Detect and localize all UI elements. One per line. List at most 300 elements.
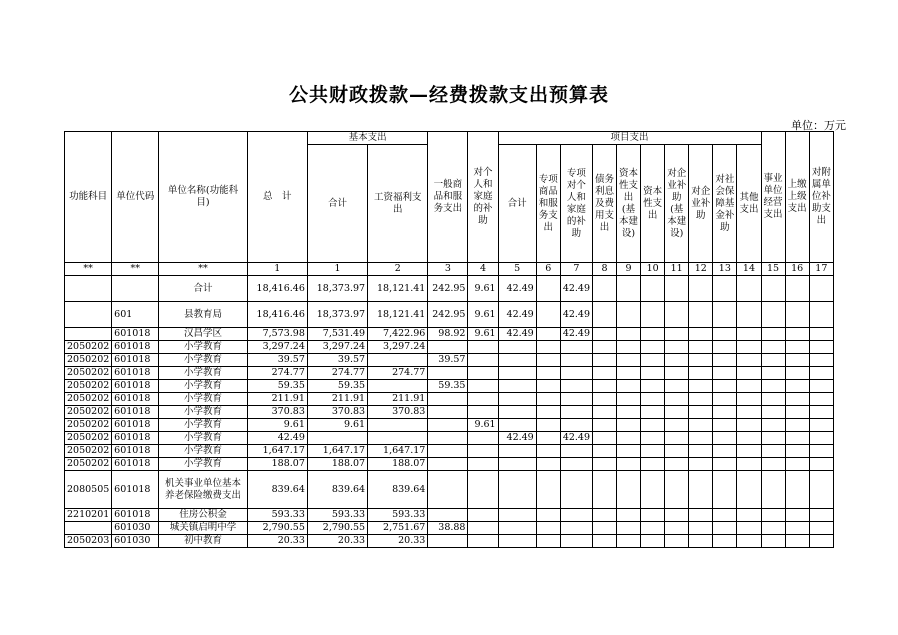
unit-code-cell: 601018 [112, 445, 159, 458]
empty-cell [665, 276, 689, 302]
budget-table [64, 131, 834, 548]
empty-cell [737, 393, 761, 406]
header-enterprise-basic: 对企业补助(基本建设) [665, 145, 689, 263]
empty-cell [592, 432, 616, 445]
table-row [65, 276, 834, 302]
empty-cell [737, 341, 761, 354]
unit-name-cell: 县教育局 [159, 302, 247, 328]
special-personal-cell [560, 354, 592, 367]
index-cell: 6 [536, 263, 560, 276]
empty-cell [713, 354, 737, 367]
unit-code-cell: 601018 [112, 419, 159, 432]
empty-cell [689, 458, 713, 471]
header-unit-name: 单位名称(功能科目) [159, 132, 247, 263]
personal-cell [468, 380, 498, 393]
empty-cell [641, 380, 665, 393]
empty-cell [617, 276, 641, 302]
empty-cell [592, 522, 616, 535]
empty-cell [761, 341, 785, 354]
empty-cell [617, 328, 641, 341]
empty-cell [641, 328, 665, 341]
total-cell: 370.83 [247, 406, 307, 419]
header-func-subject: 功能科目 [65, 132, 112, 263]
table-row [65, 419, 834, 432]
empty-cell [689, 419, 713, 432]
index-cell: 13 [713, 263, 737, 276]
empty-cell [689, 341, 713, 354]
basic-total-cell: 274.77 [307, 367, 367, 380]
special-personal-cell [560, 367, 592, 380]
empty-cell [641, 509, 665, 522]
personal-cell [468, 406, 498, 419]
project-total-cell: 42.49 [498, 328, 536, 341]
empty-cell [761, 445, 785, 458]
goods-cell [428, 471, 468, 509]
empty-cell [592, 328, 616, 341]
empty-cell [809, 509, 833, 522]
basic-total-cell: 20.33 [307, 535, 367, 548]
empty-cell [689, 509, 713, 522]
project-total-cell [498, 393, 536, 406]
empty-cell [785, 367, 809, 380]
empty-cell [592, 445, 616, 458]
header-enterprise: 对企业补助 [689, 145, 713, 263]
project-total-cell: 42.49 [498, 302, 536, 328]
goods-cell [428, 419, 468, 432]
func-subject-cell: 2050202 [65, 406, 112, 419]
empty-cell [785, 445, 809, 458]
total-cell: 1,647.17 [247, 445, 307, 458]
total-cell: 593.33 [247, 509, 307, 522]
empty-cell [665, 328, 689, 341]
project-total-cell: 42.49 [498, 276, 536, 302]
header-capital-basic: 资本性支出(基本建设) [617, 145, 641, 263]
unit-code-cell: 601 [112, 302, 159, 328]
special-goods-cell [536, 276, 560, 302]
basic-total-cell: 59.35 [307, 380, 367, 393]
header-total: 总 计 [247, 132, 307, 263]
personal-cell [468, 471, 498, 509]
unit-name-cell: 小学教育 [159, 445, 247, 458]
empty-cell [665, 509, 689, 522]
empty-cell [737, 535, 761, 548]
header-social-security: 对社会保障基金补助 [713, 145, 737, 263]
index-cell: ** [159, 263, 247, 276]
index-row [65, 263, 834, 276]
empty-cell [737, 328, 761, 341]
func-subject-cell: 2080505 [65, 471, 112, 509]
total-cell: 188.07 [247, 458, 307, 471]
empty-cell [737, 445, 761, 458]
empty-cell [809, 354, 833, 367]
empty-cell [713, 432, 737, 445]
index-cell: 1 [247, 263, 307, 276]
personal-cell [468, 432, 498, 445]
salary-cell: 593.33 [368, 509, 428, 522]
unit-code-cell: 601018 [112, 458, 159, 471]
empty-cell [761, 432, 785, 445]
basic-total-cell [307, 432, 367, 445]
special-goods-cell [536, 302, 560, 328]
empty-cell [617, 522, 641, 535]
unit-name-cell: 小学教育 [159, 367, 247, 380]
empty-cell [592, 393, 616, 406]
empty-cell [713, 380, 737, 393]
empty-cell [641, 354, 665, 367]
basic-total-cell: 2,790.55 [307, 522, 367, 535]
basic-total-cell: 593.33 [307, 509, 367, 522]
salary-cell: 1,647.17 [368, 445, 428, 458]
basic-total-cell: 370.83 [307, 406, 367, 419]
index-cell: 12 [689, 263, 713, 276]
empty-cell [737, 380, 761, 393]
unit-name-cell: 汉昌学区 [159, 328, 247, 341]
empty-cell [641, 393, 665, 406]
empty-cell [641, 341, 665, 354]
special-personal-cell [560, 471, 592, 509]
basic-total-cell: 839.64 [307, 471, 367, 509]
empty-cell [665, 471, 689, 509]
empty-cell [809, 458, 833, 471]
special-goods-cell [536, 380, 560, 393]
goods-cell: 242.95 [428, 302, 468, 328]
goods-cell [428, 432, 468, 445]
table-row [65, 432, 834, 445]
basic-total-cell: 9.61 [307, 419, 367, 432]
empty-cell [809, 406, 833, 419]
salary-cell [368, 432, 428, 445]
special-goods-cell [536, 445, 560, 458]
empty-cell [761, 406, 785, 419]
empty-cell [809, 535, 833, 548]
index-cell: 11 [665, 263, 689, 276]
empty-cell [592, 302, 616, 328]
empty-cell [665, 522, 689, 535]
empty-cell [761, 522, 785, 535]
unit-code-cell: 601018 [112, 380, 159, 393]
personal-cell [468, 458, 498, 471]
unit-code-cell: 601018 [112, 341, 159, 354]
total-cell: 20.33 [247, 535, 307, 548]
empty-cell [713, 445, 737, 458]
special-goods-cell [536, 328, 560, 341]
func-subject-cell [65, 276, 112, 302]
empty-cell [761, 354, 785, 367]
empty-cell [809, 445, 833, 458]
salary-cell: 3,297.24 [368, 341, 428, 354]
index-cell: ** [112, 263, 159, 276]
goods-cell [428, 535, 468, 548]
func-subject-cell [65, 302, 112, 328]
empty-cell [617, 393, 641, 406]
table-row [65, 341, 834, 354]
index-cell: 2 [368, 263, 428, 276]
goods-cell [428, 341, 468, 354]
empty-cell [689, 276, 713, 302]
empty-cell [617, 458, 641, 471]
unit-code-cell: 601018 [112, 406, 159, 419]
empty-cell [617, 419, 641, 432]
index-cell: 4 [468, 263, 498, 276]
empty-cell [689, 406, 713, 419]
empty-cell [737, 276, 761, 302]
basic-total-cell: 1,647.17 [307, 445, 367, 458]
empty-cell [713, 522, 737, 535]
unit-code-cell: 601018 [112, 432, 159, 445]
func-subject-cell: 2050202 [65, 445, 112, 458]
empty-cell [689, 445, 713, 458]
project-total-cell [498, 522, 536, 535]
empty-cell [665, 354, 689, 367]
func-subject-cell: 2050203 [65, 535, 112, 548]
func-subject-cell: 2050202 [65, 458, 112, 471]
table-row [65, 522, 834, 535]
goods-cell: 38.88 [428, 522, 468, 535]
empty-cell [617, 367, 641, 380]
empty-cell [665, 393, 689, 406]
header-general-goods: 一般商品和服务支出 [428, 132, 468, 263]
special-goods-cell [536, 419, 560, 432]
personal-cell [468, 522, 498, 535]
basic-total-cell: 211.91 [307, 393, 367, 406]
special-personal-cell: 42.49 [560, 276, 592, 302]
func-subject-cell [65, 328, 112, 341]
index-cell: ** [65, 263, 112, 276]
empty-cell [809, 432, 833, 445]
empty-cell [665, 432, 689, 445]
salary-cell: 211.91 [368, 393, 428, 406]
index-cell: 8 [592, 263, 616, 276]
empty-cell [665, 367, 689, 380]
personal-cell [468, 445, 498, 458]
special-personal-cell [560, 341, 592, 354]
total-cell: 42.49 [247, 432, 307, 445]
special-goods-cell [536, 458, 560, 471]
empty-cell [713, 406, 737, 419]
empty-cell [737, 471, 761, 509]
personal-cell [468, 341, 498, 354]
header-personal-family: 对个人和家庭的补助 [468, 132, 498, 263]
empty-cell [785, 458, 809, 471]
index-cell: 7 [560, 263, 592, 276]
func-subject-cell: 2050202 [65, 380, 112, 393]
empty-cell [689, 328, 713, 341]
special-personal-cell [560, 445, 592, 458]
empty-cell [785, 522, 809, 535]
empty-cell [713, 341, 737, 354]
empty-cell [761, 302, 785, 328]
basic-total-cell: 7,531.49 [307, 328, 367, 341]
empty-cell [737, 522, 761, 535]
header-business-op: 事业单位经营支出 [761, 132, 785, 263]
empty-cell [809, 367, 833, 380]
table-row [65, 471, 834, 509]
empty-cell [809, 328, 833, 341]
goods-cell [428, 393, 468, 406]
empty-cell [785, 302, 809, 328]
empty-cell [592, 354, 616, 367]
empty-cell [737, 354, 761, 367]
personal-cell [468, 367, 498, 380]
unit-name-cell: 小学教育 [159, 432, 247, 445]
empty-cell [809, 471, 833, 509]
empty-cell [713, 535, 737, 548]
empty-cell [665, 406, 689, 419]
empty-cell [761, 535, 785, 548]
project-total-cell [498, 535, 536, 548]
empty-cell [737, 419, 761, 432]
project-total-cell [498, 509, 536, 522]
project-total-cell [498, 380, 536, 393]
unit-name-cell: 初中教育 [159, 535, 247, 548]
special-goods-cell [536, 432, 560, 445]
header-special-goods: 专项商品和服务支出 [536, 145, 560, 263]
unit-name-cell: 小学教育 [159, 380, 247, 393]
index-cell: 1 [307, 263, 367, 276]
salary-cell [368, 419, 428, 432]
page-title: 公共财政拨款—经费拨款支出预算表 [288, 84, 609, 106]
empty-cell [689, 393, 713, 406]
empty-cell [785, 354, 809, 367]
func-subject-cell: 2050202 [65, 419, 112, 432]
special-personal-cell [560, 406, 592, 419]
empty-cell [713, 328, 737, 341]
special-personal-cell [560, 535, 592, 548]
func-subject-cell: 2210201 [65, 509, 112, 522]
empty-cell [617, 535, 641, 548]
salary-cell: 370.83 [368, 406, 428, 419]
empty-cell [689, 380, 713, 393]
goods-cell: 39.57 [428, 354, 468, 367]
empty-cell [641, 276, 665, 302]
total-cell: 59.35 [247, 380, 307, 393]
empty-cell [713, 458, 737, 471]
project-total-cell [498, 341, 536, 354]
basic-total-cell: 18,373.97 [307, 302, 367, 328]
basic-total-cell: 18,373.97 [307, 276, 367, 302]
empty-cell [737, 367, 761, 380]
special-goods-cell [536, 341, 560, 354]
empty-cell [617, 302, 641, 328]
empty-cell [665, 302, 689, 328]
index-cell: 9 [617, 263, 641, 276]
header-special-personal: 专项对个人和家庭的补助 [560, 145, 592, 263]
salary-cell [368, 354, 428, 367]
empty-cell [689, 471, 713, 509]
index-cell: 15 [761, 263, 785, 276]
empty-cell [689, 522, 713, 535]
empty-cell [641, 367, 665, 380]
empty-cell [592, 458, 616, 471]
empty-cell [617, 354, 641, 367]
special-personal-cell: 42.49 [560, 302, 592, 328]
total-cell: 7,573.98 [247, 328, 307, 341]
empty-cell [617, 380, 641, 393]
salary-cell: 188.07 [368, 458, 428, 471]
empty-cell [617, 341, 641, 354]
salary-cell: 274.77 [368, 367, 428, 380]
empty-cell [689, 367, 713, 380]
personal-cell [468, 535, 498, 548]
empty-cell [785, 393, 809, 406]
personal-cell [468, 509, 498, 522]
empty-cell [592, 535, 616, 548]
unit-name-cell: 小学教育 [159, 406, 247, 419]
func-subject-cell: 2050202 [65, 354, 112, 367]
basic-total-cell: 39.57 [307, 354, 367, 367]
table-row [65, 328, 834, 341]
special-personal-cell [560, 522, 592, 535]
empty-cell [665, 445, 689, 458]
empty-cell [641, 445, 665, 458]
table-row [65, 354, 834, 367]
header-project-group: 项目支出 [498, 132, 761, 145]
empty-cell [809, 380, 833, 393]
salary-cell: 7,422.96 [368, 328, 428, 341]
personal-cell: 9.61 [468, 419, 498, 432]
goods-cell: 98.92 [428, 328, 468, 341]
empty-cell [809, 522, 833, 535]
personal-cell: 9.61 [468, 328, 498, 341]
empty-cell [785, 380, 809, 393]
index-cell: 10 [641, 263, 665, 276]
empty-cell [592, 419, 616, 432]
empty-cell [713, 276, 737, 302]
empty-cell [617, 509, 641, 522]
salary-cell: 18,121.41 [368, 276, 428, 302]
special-goods-cell [536, 535, 560, 548]
empty-cell [737, 432, 761, 445]
total-cell: 9.61 [247, 419, 307, 432]
unit-name-cell: 合计 [159, 276, 247, 302]
func-subject-cell: 2050202 [65, 432, 112, 445]
header-subsidiary: 对附属单位补助支出 [809, 132, 833, 263]
header-project-total: 合计 [498, 145, 536, 263]
special-personal-cell: 42.49 [560, 328, 592, 341]
empty-cell [713, 393, 737, 406]
unit-name-cell: 小学教育 [159, 458, 247, 471]
empty-cell [592, 406, 616, 419]
empty-cell [592, 276, 616, 302]
empty-cell [641, 419, 665, 432]
empty-cell [665, 535, 689, 548]
header-capital: 资本性支出 [641, 145, 665, 263]
unit-name-cell: 小学教育 [159, 354, 247, 367]
unit-code-cell: 601018 [112, 367, 159, 380]
total-cell: 18,416.46 [247, 302, 307, 328]
index-cell: 3 [428, 263, 468, 276]
special-personal-cell [560, 458, 592, 471]
personal-cell: 9.61 [468, 276, 498, 302]
empty-cell [617, 445, 641, 458]
empty-cell [641, 458, 665, 471]
unit-code-cell [112, 276, 159, 302]
empty-cell [761, 419, 785, 432]
salary-cell: 20.33 [368, 535, 428, 548]
empty-cell [592, 341, 616, 354]
empty-cell [737, 406, 761, 419]
header-unit-code: 单位代码 [112, 132, 159, 263]
special-personal-cell: 42.49 [560, 432, 592, 445]
total-cell: 3,297.24 [247, 341, 307, 354]
personal-cell [468, 393, 498, 406]
unit-name-cell: 小学教育 [159, 393, 247, 406]
empty-cell [809, 276, 833, 302]
salary-cell: 839.64 [368, 471, 428, 509]
empty-cell [665, 419, 689, 432]
unit-code-cell: 601030 [112, 522, 159, 535]
empty-cell [785, 328, 809, 341]
